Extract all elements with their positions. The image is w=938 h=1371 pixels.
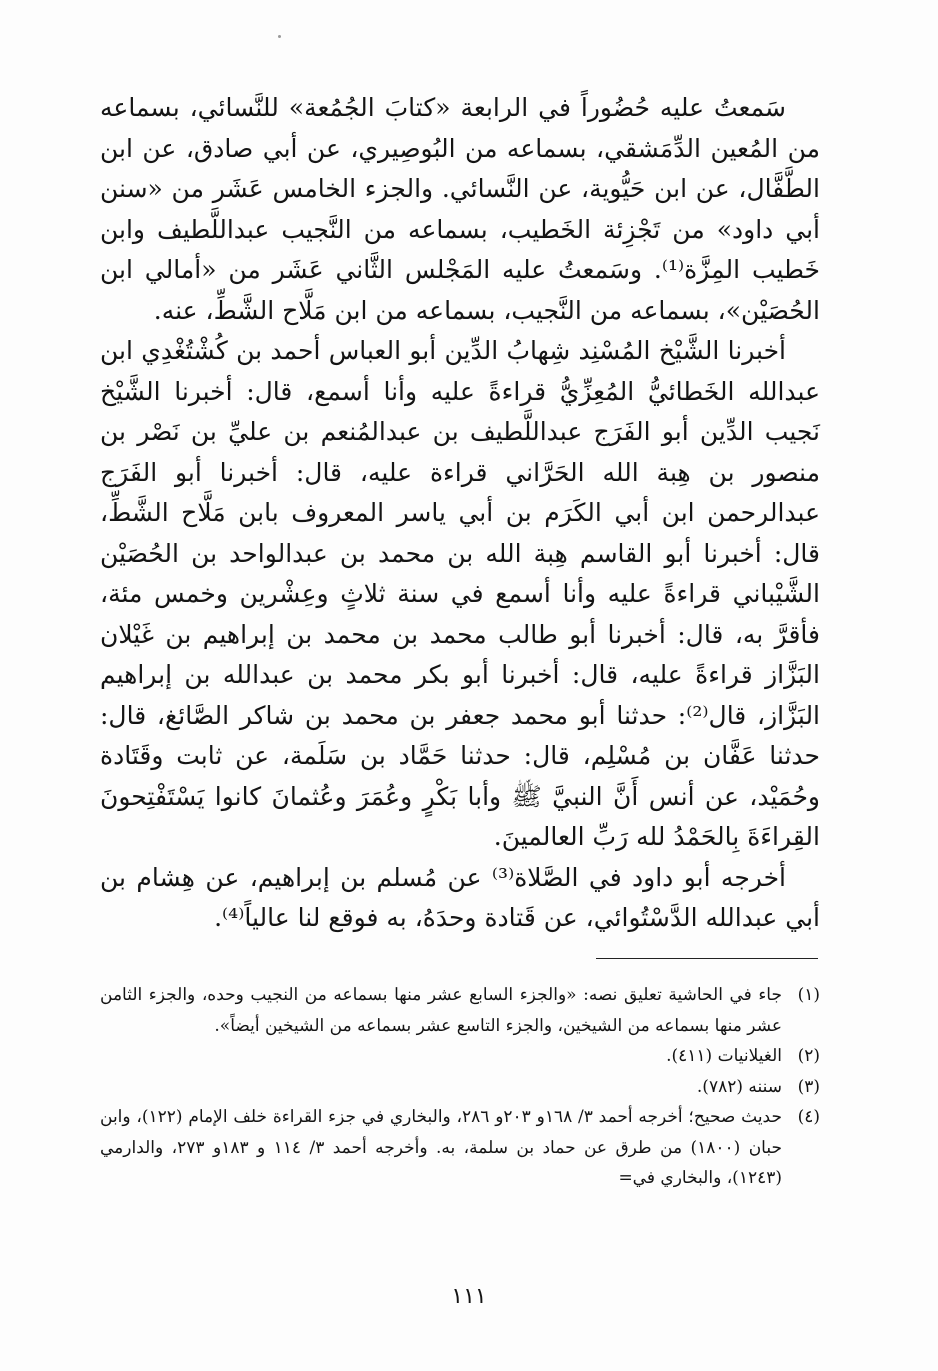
footnote-number: (٢) (797, 1046, 820, 1066)
footnote-4 (100, 1102, 820, 1194)
footnote-separator (596, 958, 818, 959)
main-text (100, 88, 820, 939)
page-number: ١١١ (451, 1284, 487, 1309)
footnote-number: (٤) (797, 1107, 820, 1127)
paragraph-2: أخبرنا الشَّيْخ المُسْنِد شِهابُ الدِّين أبو العباس أحمد بن كُشْتُغْدِي ابن عبدالله الخَطائيُّ المُعِزِّيُّ قراءةً عليه وأنا أسمع، قال: أخبرنا الشَّيْخ نَجيب الدِّين أبو الفَرَج عبداللَّطيف بن عبدالمُنعم بن عليِّ بن نَصْر بن منصور بن هِبة الله الحَرَّاني قراءة عليه، قال: أخبرنا أبو الفَرَج عبدالرحمن ابن أبي الكَرَم بن أبي ياسر المعروف بابن مَلَّاح الشَّطِّ، قال: أخبرنا أبو القاسم هِبة الله بن محمد بن عبدالواحد بن الحُصَيْن الشَّيْباني قراءةً عليه وأنا أسمع في سنة ثلاثٍ وعِشْرين وخمس مئة، فأقرَّ به، قال: أخبرنا أبو طالب محمد بن محمد بن إبراهيم بن غَيْلان البَزَّاز قراءةً عليه، قال: أخبرنا أبو بكر محمد بن عبدالله بن إبراهيم البَزَّاز، قال⁽²⁾: حدثنا أبو محمد جعفر بن محمد بن شاكر الصَّائغ، قال: حدثنا عَفَّان بن مُسْلِم، قال: حدثنا حَمَّاد بن سَلَمة، عن ثابت وقَتَادة وحُمَيْد، عن أنس أَنَّ النبيَّ ﷺ وأبا بَكْرٍ وعُمَرَ وعُثمانَ كانوا يَسْتَفْتِحونَ القِراءَةَ بِالحَمْدُ لله رَبِّ العالمينَ. (100, 336, 821, 851)
footnotes (100, 980, 820, 1194)
footnote-number: (٣) (797, 1076, 820, 1097)
footnote-text: الغيلانيات (٤١١). (666, 1046, 782, 1066)
footnote-2 (100, 1041, 820, 1072)
footnote-text: جاء في الحاشية تعليق نصه: «والجزء السابع عشر منها بسماعه من النجيب وحده، والجزء الثامن عشر منها بسماعه من الشيخين، والجزء التاسع عشر بسماعه من الشيخين أيضاً». (100, 985, 782, 1036)
paragraph-1: سَمعتُ عليه حُضُوراً في الرابعة «كتابَ الجُمُعة» للنَّسائي، بسماعه من المُعين الدِّمَشقي، بسماعه من البُوصِيري، عن أبي صادق، عن ابن الطَّفَّال، عن ابن حَيُّوية، عن النَّسائي. والجزء الخامس عَشَر من «سنن أبي داود» من تَجْزِئة الخَطيب، بسماعه من النَّجيب عبداللَّطيف وابن خَطيب المِزَّة⁽¹⁾. وسَمعتُ عليه المَجْلس الثَّاني عَشَر من «أمالي ابن الحُصَيْن»، بسماعه من النَّجيب، بسماعه من ابن مَلَّاح الشَّطِّ، عنه. (100, 93, 820, 325)
footnote-text: سننه (٧٨٢). (696, 1076, 782, 1097)
footnote-text: حديث صحيح؛ أخرجه أحمد ٣/ ١٦٨و ٢٠٣و ٢٨٦، والبخاري في جزء القراءة خلف الإمام (١٢٢)، وابن حبان (١٨٠٠) من طرق عن حماد بن سلمة، به. وأخرجه أحمد ٣/ ١١٤ و ١٨٣و ٢٧٣، والدارمي (١٢٤٣)، والبخاري في= (100, 1107, 782, 1188)
paragraph-3: أخرجه أبو داود في الصَّلاة⁽³⁾ عن مُسلم بن إبراهيم، عن هِشام بن أبي عبدالله الدَّسْتُوائي، عن قَتادة وحدَهُ، به فوقع لنا عالياً⁽⁴⁾. (100, 862, 820, 932)
footnote-1 (100, 980, 820, 1041)
footnote-number: (١) (797, 985, 820, 1005)
footnote-3 (100, 1072, 820, 1103)
scan-speck (278, 35, 281, 38)
